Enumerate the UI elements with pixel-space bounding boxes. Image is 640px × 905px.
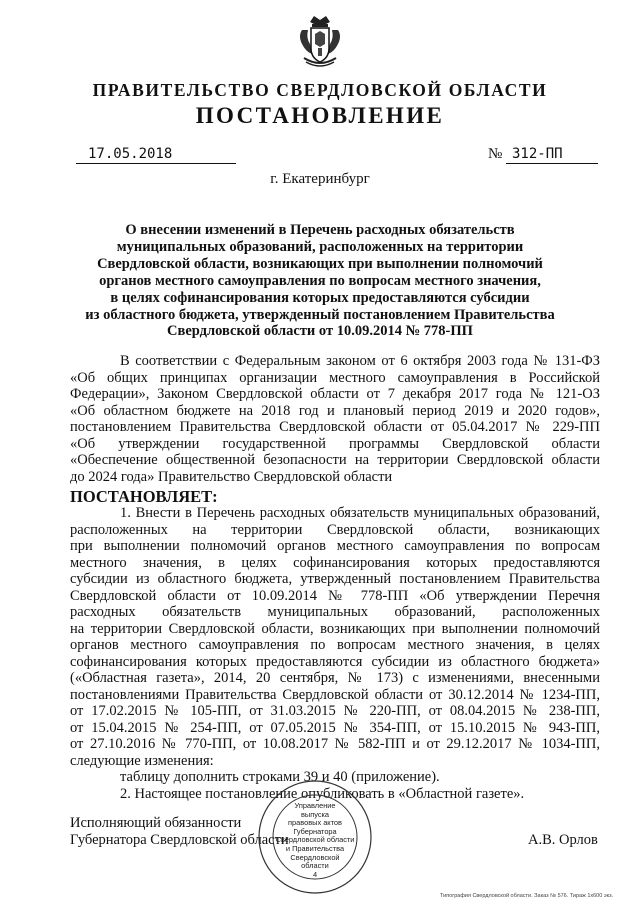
stamp-line: и Правительства — [285, 843, 345, 853]
item-1-line: органов местного самоуправления по вопросам местного значения, в целях — [70, 637, 600, 653]
heading-line: органов местного самоуправления по вопросам местного значения, — [99, 272, 541, 289]
official-stamp — [256, 778, 374, 896]
heading-line: из областного бюджета, утвержденный постановлением Правительства — [85, 306, 555, 323]
government-name: ПРАВИТЕЛЬСТВО СВЕРДЛОВСКОЙ ОБЛАСТИ — [92, 80, 548, 100]
signatory-name: А.В. Орлов — [528, 832, 598, 848]
item-1-line: при выполнении полномочий органов местного самоуправления по вопросам — [70, 538, 600, 554]
preamble-line: постановлением Правительства Свердловской области от 05.04.2017 № 229-ПП — [70, 419, 600, 435]
item-1-line: софинансирования которых предоставляются субсидии из областного бюджета» — [70, 653, 600, 670]
heading-line: Свердловской области от 10.09.2014 № 778-ПП — [167, 323, 473, 340]
stamp-line: выпуска — [300, 809, 330, 819]
item-1-line: на территории Свердловской области, возникающих при выполнении полномочий — [70, 620, 600, 637]
preamble — [70, 353, 600, 485]
item-1-line: расходных обязательств муниципальных образований, расположенных — [70, 604, 600, 620]
item-1-line: местного значения, в целях софинансирования которых предоставляются — [70, 554, 600, 571]
stamp-line: Губернатора — [293, 826, 337, 836]
item-1-line: от 17.02.2015 № 105-ПП, от 31.03.2015 № 220-ПП, от 08.04.2015 № 238-ПП, — [70, 703, 600, 719]
stamp-line: Свердловской — [290, 852, 340, 862]
item-1-line: («Областная газета», 2014, 20 сентября, № 173) с изменениями, внесенными — [70, 670, 600, 686]
stamp-line: правовых актов — [288, 818, 342, 828]
stamp-line: 4 — [312, 869, 318, 879]
preamble-line: «Обеспечение общественной безопасности на территории Свердловской области — [70, 452, 600, 468]
item-1-line: субсидии из областного бюджета, утвержденный постановлением Правительства — [70, 571, 600, 587]
stamp-text — [256, 802, 374, 879]
preamble-line: «Об областном бюджете на 2018 год и плановый период 2019 и 2020 годов», — [70, 402, 600, 419]
item-2: 2. Настоящее постановление опубликовать в «Областной газете». — [120, 785, 525, 802]
heading-line: муниципальных образований, расположенных на территории — [116, 238, 524, 255]
document-number: 312-ПП — [506, 146, 598, 164]
decrees-label: ПОСТАНОВЛЯЕТ: — [70, 487, 218, 506]
item-1-line: 1. Внести в Перечень расходных обязательств муниципальных образований, — [120, 505, 600, 521]
document-date: 17.05.2018 — [76, 146, 236, 164]
heading-line: О внесении изменений в Перечень расходных обязательств — [125, 222, 515, 238]
signatory-position-line: Исполняющий обязанности — [70, 815, 242, 831]
preamble-line: «Об утверждении государственной программы Свердловской области — [70, 435, 600, 452]
item-1-line: расположенных на территории Свердловской области, возникающих — [70, 521, 600, 538]
signatory-position-line: Губернатора Свердловской области — [70, 832, 289, 848]
stamp-line: Управление — [294, 801, 336, 810]
document-heading — [70, 222, 570, 340]
preamble-line: Федерации», Законом Свердловской области от 7 декабря 2017 года № 121-ОЗ — [70, 386, 600, 402]
preamble-line: В соответствии с Федеральным законом от 6 октября 2003 года № 131-ФЗ — [120, 353, 600, 369]
heading-line: Свердловской области, возникающих при выполнении полномочий — [97, 255, 543, 272]
item-1-subline: таблицу дополнить строками 39 и 40 (приложение). — [120, 769, 440, 785]
coat-of-arms-icon — [296, 14, 344, 70]
preamble-line: «Об общих принципах организации местного самоуправления в Российской — [70, 369, 600, 386]
item-1-line: постановлениями Правительства Свердловской области от 30.12.2014 № 1234-ПП, — [70, 686, 600, 703]
number-sign: № — [488, 146, 503, 162]
print-footer: Типография Свердловской области. Заказ № 576. Тираж 1х600 экз. — [440, 893, 614, 899]
document-type: ПОСТАНОВЛЕНИЕ — [195, 103, 445, 128]
stamp-line: области — [301, 861, 329, 871]
item-1-line: Свердловской области от 10.09.2014 № 778-ПП «Об утверждении Перечня — [70, 587, 600, 604]
city: г. Екатеринбург — [270, 171, 370, 187]
item-1-line: следующие изменения: — [70, 752, 214, 769]
preamble-line: до 2024 года» Правительство Свердловской области — [70, 468, 393, 485]
item-1 — [70, 505, 600, 802]
heading-line: в целях софинансирования которых предоставляются субсидии — [110, 289, 530, 306]
stamp-line: Свердловской области — [275, 835, 355, 845]
item-1-line: от 27.10.2016 № 770-ПП, от 10.08.2017 № 582-ПП и от 29.12.2017 № 1034-ПП, — [70, 736, 600, 752]
item-1-line: от 15.04.2015 № 254-ПП, от 07.05.2015 № 354-ПП, от 15.10.2015 № 943-ПП, — [70, 719, 600, 736]
